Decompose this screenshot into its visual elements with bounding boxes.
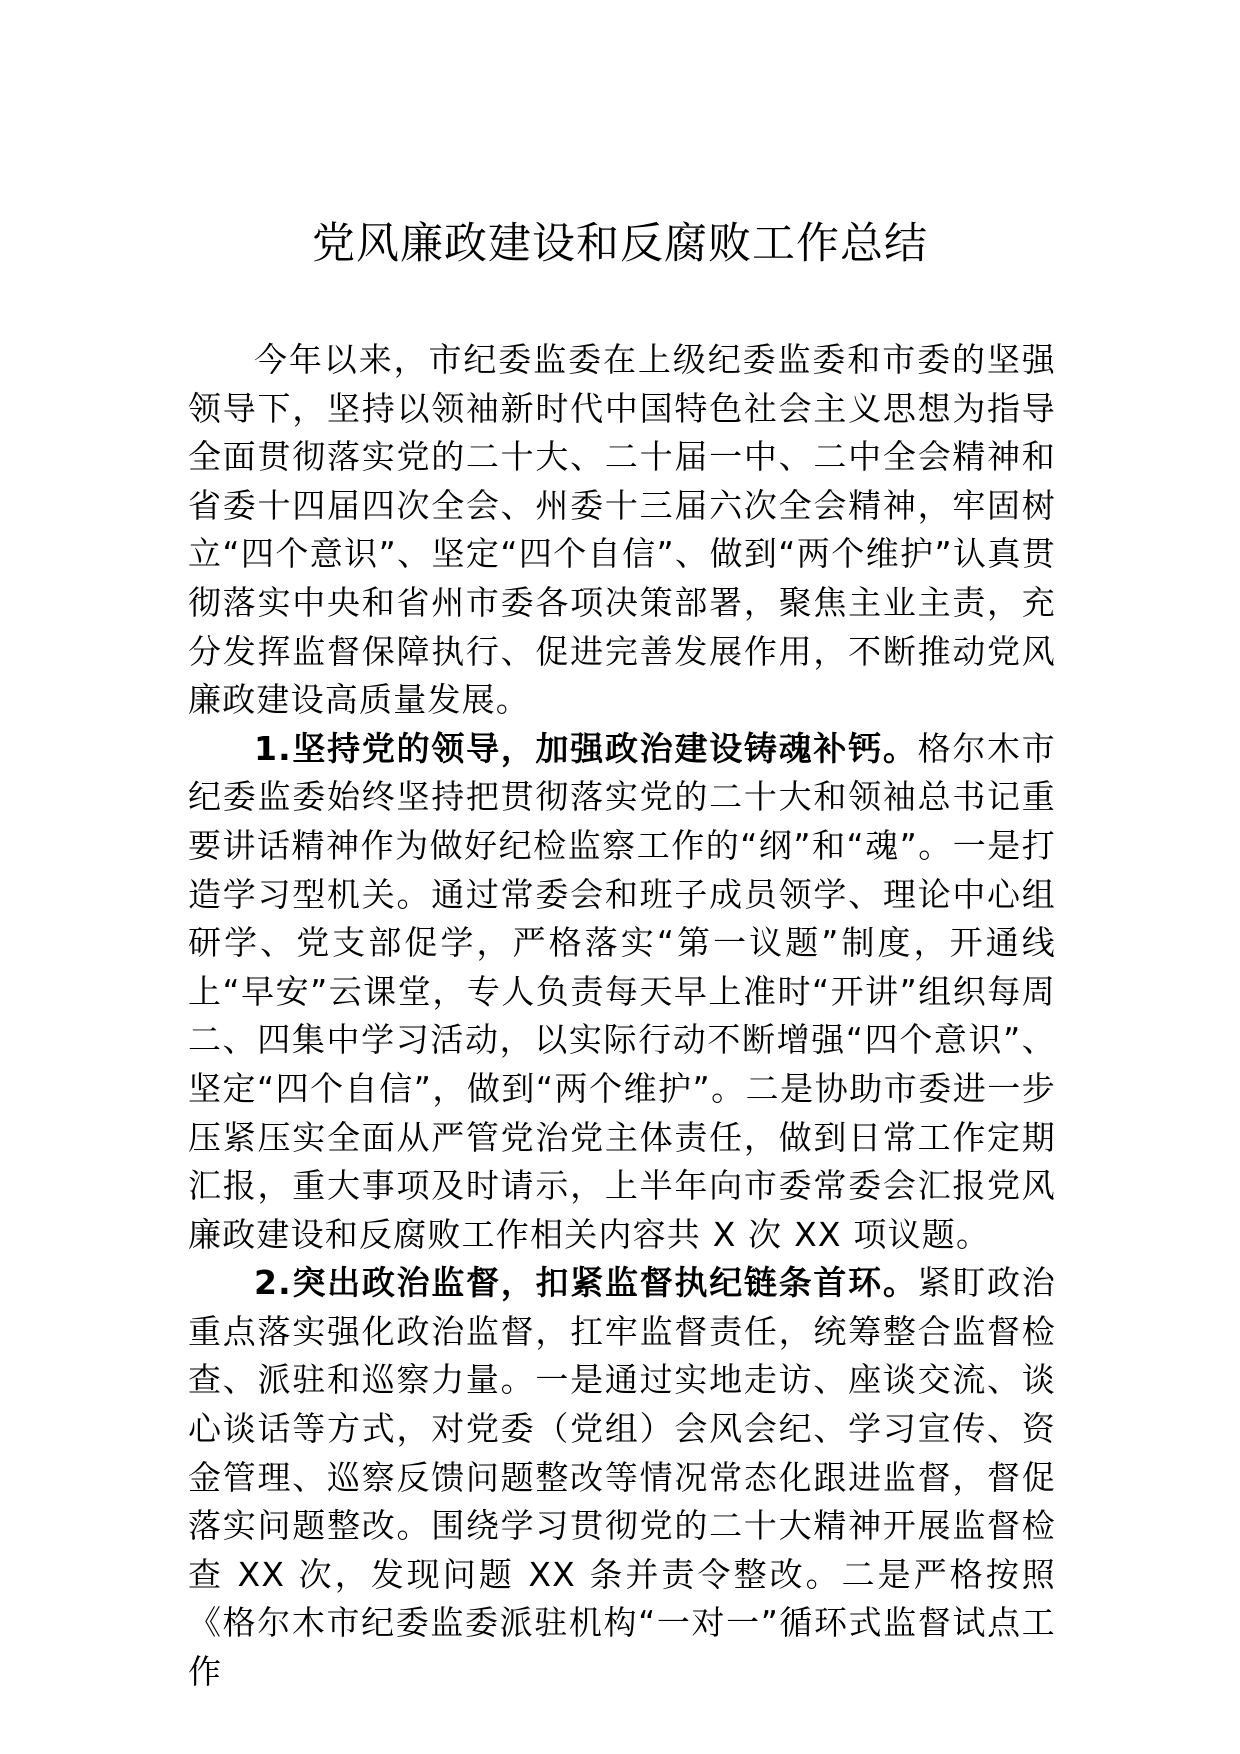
paragraph-text: 紧盯政治重点落实强化政治监督，扛牢监督责任，统筹整合监督检查、派驻和巡察力量。一是通过实地走访、座谈交流、谈心谈话等方式，对党委（党组）会风会纪、学习宣传、资金管理、巡察反馈问题整改等情况常态化跟进监督，督促落实问题整改。围绕学习贯彻党的二十大精神开展监督检查 XX 次，发现问题 XX 条并责令整改。二是严格按照《格尔木市纪委监委派驻机构“一对一”循环式监督试点工作 (188, 1263, 1056, 1692)
paragraph-text: 今年以来，市纪委监委在上级纪委监委和市委的坚强领导下，坚持以领袖新时代中国特色社会主义思想为指导全面贯彻落实党的二十大、二十届一中、二中全会精神和省委十四届四次全会、州委十三届六次全会精神，牢固树立“四个意识”、坚定“四个自信”、做到“两个维护”认真贯彻落实中央和省州市委各项决策部署，聚焦主业主责，充分发挥监督保障执行、促进完善发展作用，不断推动党风廉政建设高质量发展。 (188, 340, 1056, 720)
paragraph-section-1 (188, 725, 1056, 1260)
document-body (188, 336, 1056, 1697)
paragraph-intro (188, 336, 1056, 725)
paragraph-text: 格尔木市纪委监委始终坚持把贯彻落实党的二十大和领袖总书记重要讲话精神作为做好纪检监察工作的“纲”和“魂”。一是打造学习型机关。通过常委会和班子成员领学、理论中心组研学、党支部促学，严格落实“第一议题”制度，开通线上“早安”云课堂，专人负责每天早上准时“开讲”组织每周二、四集中学习活动，以实际行动不断增强“四个意识”、坚定“四个自信”，做到“两个维护”。二是协助市委进一步压紧压实全面从严管党治党主体责任，做到日常工作定期汇报，重大事项及时请示，上半年向市委常委会汇报党风廉政建设和反腐败工作相关内容共 X 次 XX 项议题。 (188, 728, 1056, 1254)
section-1-heading: 1.坚持党的领导，加强政治建设铸魂补钙。 (254, 728, 918, 768)
paragraph-section-2 (188, 1259, 1056, 1696)
section-2-heading: 2.突出政治监督，扣紧监督执纪链条首环。 (254, 1263, 918, 1303)
document-title: 党风廉政建设和反腐败工作总结 (312, 219, 928, 269)
